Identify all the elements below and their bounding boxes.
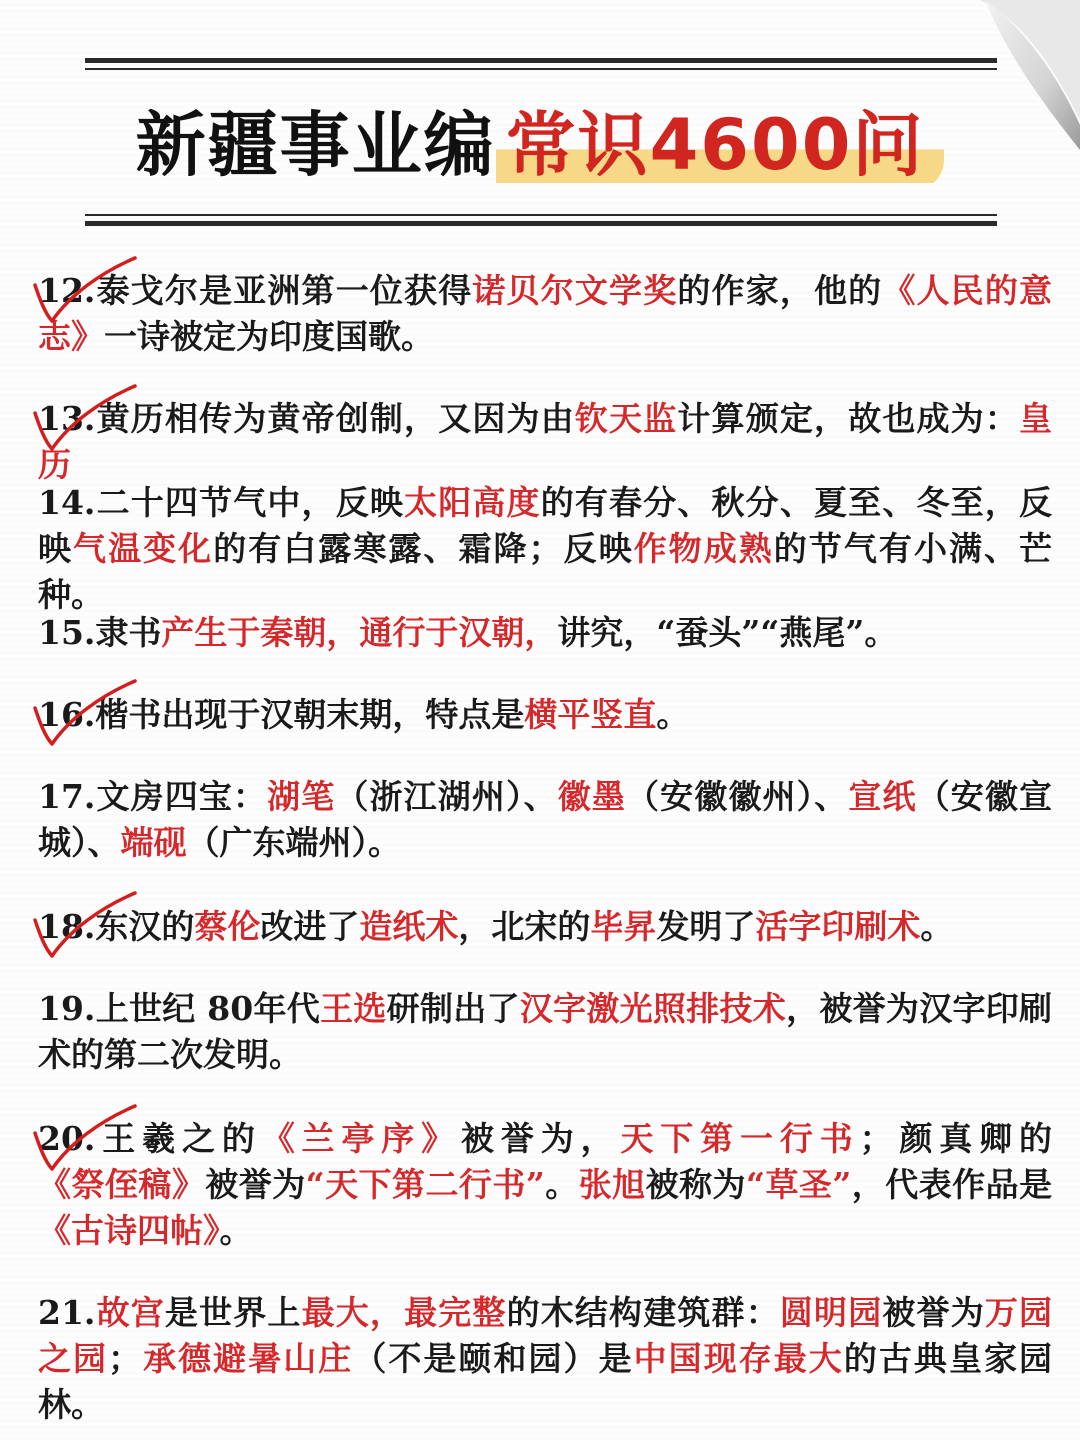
highlight-text: 《人民的意志》	[38, 271, 1052, 356]
list-item	[38, 692, 1052, 738]
item-text: 17.文房四宝：	[38, 777, 268, 816]
item-text: ，代表作品是	[851, 1165, 1053, 1204]
highlight-text: “天下第二行书”	[305, 1165, 545, 1204]
item-text: 的节气有小满、芒种。	[38, 529, 1053, 614]
highlight-text: 钦天监	[574, 399, 678, 438]
item-text: 研制出了	[386, 989, 520, 1028]
item-text: 发明了	[656, 907, 756, 946]
title-black-part: 新疆事业编	[135, 104, 496, 186]
item-text: 讲究，“蚕头”“燕尾”。	[557, 613, 898, 652]
bottom-rule	[85, 221, 997, 226]
highlight-text: 故宫	[95, 1293, 165, 1332]
item-text: 。	[920, 907, 954, 946]
highlight-text: 气温变化	[73, 529, 214, 568]
highlight-text: 宣纸	[848, 777, 917, 816]
highlight-text: 天下第一行书	[620, 1119, 860, 1158]
list-item	[38, 610, 1052, 656]
item-text: 被誉为	[882, 1293, 985, 1332]
item-text: 改进了	[260, 907, 360, 946]
item-text: 16.楷书出现于汉朝末期，特点是	[38, 695, 525, 734]
highlight-text: 皇历	[38, 399, 1053, 484]
item-text: 的木结构建筑群：	[506, 1293, 780, 1332]
item-text: 被誉为，	[461, 1119, 621, 1158]
highlight-text: 中国现存最大	[633, 1339, 844, 1378]
item-text: ；	[108, 1339, 142, 1378]
item-text: ，被誉为汉字印刷术的第二次发明。	[38, 989, 1053, 1074]
checkmark-icon	[30, 1103, 140, 1173]
highlight-text: 《祭侄稿》	[38, 1165, 206, 1204]
highlight-text: 蔡伦	[194, 907, 261, 946]
checkmark-icon	[30, 890, 140, 960]
item-text: 计算颁定，故也成为：	[677, 399, 1020, 438]
highlight-text: 《古诗四帖》	[38, 1211, 220, 1250]
item-text: 19.上世纪 80年代	[38, 989, 321, 1028]
item-text: （安徽徽州）、	[626, 777, 849, 816]
item-text: 14.二十四节气中，反映	[38, 483, 405, 522]
highlight-text: 王选	[320, 989, 387, 1028]
highlight-text: 活字印刷术	[755, 907, 921, 946]
highlight-text: 造纸术	[359, 907, 459, 946]
list-item	[38, 396, 1052, 488]
highlight-text: 《兰亭序》	[261, 1119, 461, 1158]
item-text: 一诗被定为印度国歌。	[104, 317, 434, 356]
highlight-text: 毕昇	[590, 907, 657, 946]
item-text: 12.泰戈尔是亚洲第一位获得	[38, 271, 473, 310]
item-text: 21.	[38, 1293, 96, 1332]
list-item	[38, 480, 1052, 618]
highlight-text: 诺贝尔文学奖	[472, 271, 678, 310]
item-text: 被称为	[645, 1165, 747, 1204]
highlight-text: 产生于秦朝，通行于汉朝，	[161, 613, 558, 652]
top-rule-thin	[85, 68, 997, 70]
highlight-text: 圆明园	[779, 1293, 883, 1332]
item-text: ，北宋的	[458, 907, 591, 946]
list-item	[38, 1290, 1052, 1428]
item-text: （浙江湖州）、	[335, 777, 558, 816]
item-text: （广东端州）。	[186, 823, 401, 862]
top-rule	[85, 58, 997, 63]
title-red-part: 常识4600问	[496, 100, 945, 190]
item-text: 15.隶书	[38, 613, 162, 652]
item-text: 13.黄历相传为黄帝创制，又因为由	[38, 399, 575, 438]
checkmark-icon	[30, 383, 140, 453]
list-item	[38, 268, 1052, 360]
list-item	[38, 774, 1052, 866]
item-text: 。	[219, 1211, 253, 1250]
checkmark-icon	[30, 678, 140, 748]
item-text: 是世界上	[164, 1293, 302, 1332]
item-text: （安徽宣城）、	[38, 777, 1053, 862]
highlight-text: 作物成熟	[633, 529, 774, 568]
list-item	[38, 1116, 1052, 1254]
list-item	[38, 986, 1052, 1078]
highlight-text: 徽墨	[557, 777, 627, 816]
item-text: ；颜真卿的	[859, 1119, 1053, 1158]
highlight-text: 最大，最完整	[301, 1293, 507, 1332]
item-text: 的古典皇家园林。	[38, 1339, 1053, 1424]
highlight-text: 端砚	[120, 823, 187, 862]
highlight-text: 湖笔	[267, 777, 336, 816]
highlight-text: 张旭	[578, 1165, 646, 1204]
list-item	[38, 904, 1052, 950]
highlight-text: “草圣”	[746, 1165, 852, 1204]
item-text: （不是颐和园）是	[353, 1339, 634, 1378]
item-text: 20.王羲之的	[38, 1119, 262, 1158]
bottom-rule-thin	[85, 214, 997, 216]
item-text: 的有白露寒露、霜降；反映	[213, 529, 634, 568]
item-text: 被誉为	[205, 1165, 306, 1204]
highlight-text: 横平竖直	[524, 695, 657, 734]
highlight-text: 承德避暑山庄	[141, 1339, 354, 1378]
checkmark-icon	[30, 255, 140, 325]
item-text: 18.东汉的	[38, 907, 195, 946]
highlight-text: 汉字激光照排技术	[519, 989, 787, 1028]
page-title	[0, 100, 1080, 190]
highlight-text: 太阳高度	[404, 483, 541, 522]
highlight-text: 万园之园	[38, 1293, 1053, 1378]
item-text: 的有春分、秋分、夏至、冬至，反映	[38, 483, 1052, 568]
item-text: 。	[656, 695, 690, 734]
item-text: 。	[544, 1165, 579, 1204]
item-text: 的作家，他的	[677, 271, 883, 310]
